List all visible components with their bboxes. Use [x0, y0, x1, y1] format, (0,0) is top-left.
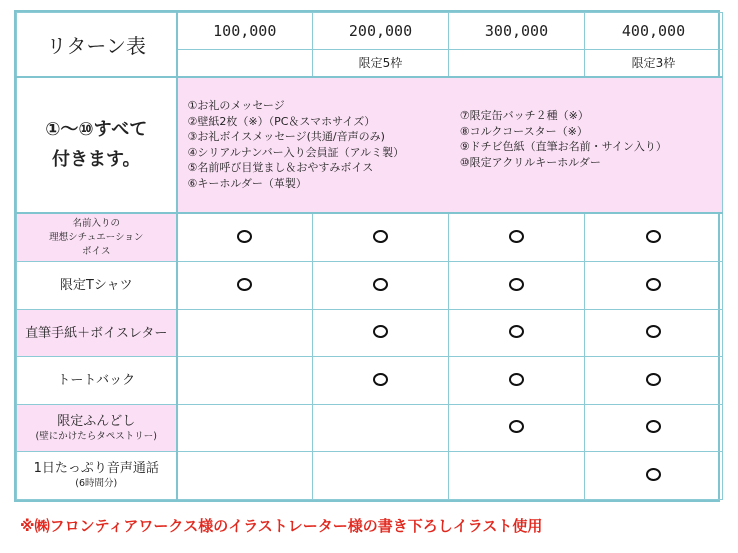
included-circle-icon	[509, 420, 524, 433]
mark-cell	[585, 213, 723, 262]
reward-label	[17, 404, 177, 452]
mark-cell	[449, 452, 585, 500]
bonus-item: ⑨ドチビ色紙（直筆お名前・サイン入り）	[459, 140, 667, 154]
reward-label-line: ボイス	[82, 245, 111, 257]
reward-label	[17, 309, 177, 357]
included-circle-icon	[237, 278, 252, 291]
mark-cell	[313, 262, 449, 310]
mark-cell	[449, 357, 585, 405]
mark-cell	[177, 309, 313, 357]
included-circle-icon	[509, 278, 524, 291]
bonus-item: ⑦限定缶バッチ２種（※）	[459, 109, 589, 123]
reward-label	[17, 357, 177, 405]
tier-price-1: 100,000	[177, 13, 313, 50]
reward-label	[17, 262, 177, 310]
included-circle-icon	[373, 373, 388, 386]
reward-label-main: 直筆手紙＋ボイスレター	[25, 325, 168, 341]
footer-note: ※㈱フロンティアワークス様のイラストレーター様の書き下ろしイラスト使用	[20, 517, 543, 535]
all-included-note	[17, 77, 177, 213]
included-circle-icon	[509, 373, 524, 386]
tier-limit-3	[449, 50, 585, 77]
reward-label-sub: (6時間分)	[75, 478, 118, 490]
reward-label	[17, 452, 177, 500]
mark-cell	[449, 404, 585, 452]
mark-cell	[177, 452, 313, 500]
included-circle-icon	[646, 230, 661, 243]
tier-price-4: 400,000	[585, 13, 723, 50]
included-circle-icon	[509, 325, 524, 338]
table-row	[17, 309, 723, 357]
bonus-item: ④シリアルナンバー入り会員証（アルミ製）	[187, 145, 405, 159]
mark-cell	[585, 309, 723, 357]
bonus-item: ⑩限定アクリルキーホルダー	[459, 155, 601, 169]
mark-cell	[585, 452, 723, 500]
mark-cell	[585, 357, 723, 405]
table-title: リターン表	[17, 13, 177, 77]
bonus-list	[177, 77, 723, 213]
mark-cell	[177, 262, 313, 310]
included-circle-icon	[509, 230, 524, 243]
table-row	[17, 262, 723, 310]
bonus-item: ③お礼ボイスメッセージ(共通/音声のみ)	[187, 130, 385, 144]
bonus-list-right	[460, 98, 712, 191]
bonus-item: ⑥キーホルダー（革製）	[187, 176, 307, 190]
mark-cell	[585, 262, 723, 310]
reward-label-main: トートバック	[57, 373, 136, 389]
included-circle-icon	[237, 230, 252, 243]
mark-cell	[177, 213, 313, 262]
table-row	[17, 452, 723, 500]
reward-label-main: 1日たっぷり音声通話	[33, 461, 159, 477]
reward-label	[17, 213, 177, 262]
all-included-line2: 付きます。	[51, 148, 141, 170]
mark-cell	[313, 213, 449, 262]
tier-price-3: 300,000	[449, 13, 585, 50]
mark-cell	[177, 404, 313, 452]
reward-label-sub: (壁にかけたらタペストリー)	[35, 430, 157, 442]
reward-label-main: 限定ふんどし	[57, 413, 136, 429]
mark-cell	[449, 309, 585, 357]
reward-label-line: 名前入りの	[72, 217, 120, 229]
tier-price-2: 200,000	[313, 13, 449, 50]
mark-cell	[313, 309, 449, 357]
tier-limit-1	[177, 50, 313, 77]
table-row	[17, 357, 723, 405]
table-row	[17, 213, 723, 262]
included-circle-icon	[646, 420, 661, 433]
bonus-list-left	[188, 98, 440, 191]
tier-limit-2: 限定5枠	[313, 50, 449, 77]
mark-cell	[313, 452, 449, 500]
reward-label-main: 限定Tシャツ	[59, 278, 133, 294]
bonus-item: ⑤名前呼び目覚まし＆おやすみボイス	[187, 161, 374, 175]
mark-cell	[313, 404, 449, 452]
mark-cell	[177, 357, 313, 405]
included-circle-icon	[646, 468, 661, 481]
included-circle-icon	[646, 373, 661, 386]
included-circle-icon	[373, 325, 388, 338]
bonus-item: ⑧コルクコースター（※）	[459, 124, 588, 138]
included-circle-icon	[646, 278, 661, 291]
included-circle-icon	[646, 325, 661, 338]
mark-cell	[449, 262, 585, 310]
included-circle-icon	[373, 230, 388, 243]
mark-cell	[449, 213, 585, 262]
reward-label-line: 理想シチュエーション	[49, 231, 144, 243]
included-circle-icon	[373, 278, 388, 291]
table-row	[17, 404, 723, 452]
bonus-item: ②壁紙2枚（※）（PC＆スマホサイズ）	[187, 114, 376, 128]
returns-table	[14, 10, 720, 502]
mark-cell	[313, 357, 449, 405]
tier-limit-4: 限定3枠	[585, 50, 723, 77]
mark-cell	[585, 404, 723, 452]
all-included-line1: ①〜⑩すべて	[45, 118, 148, 140]
bonus-item: ①お礼のメッセージ	[187, 99, 285, 113]
